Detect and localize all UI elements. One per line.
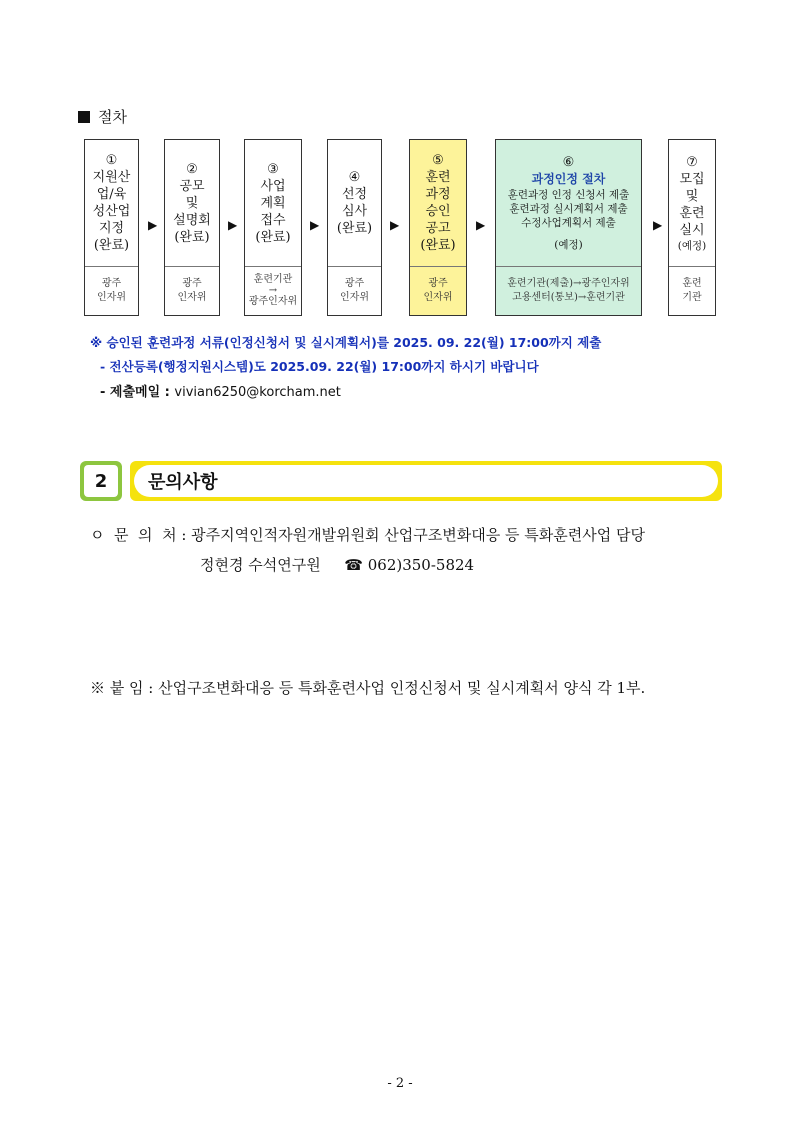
arrow-icon: ▶ (148, 218, 158, 232)
contact-org: 광주지역인적자원개발위원회 산업구조변화대응 등 특화훈련사업 담당 (191, 526, 645, 544)
step-6-agency (496, 267, 641, 315)
contact-person-line (200, 554, 474, 575)
step-5-agency (410, 267, 466, 315)
agency-line: 광주 (428, 278, 448, 289)
step-status: (예정) (554, 239, 583, 251)
step-line: 설명회 (173, 212, 211, 228)
step-1-agency (85, 267, 138, 315)
step-line: 수정사업계획서 제출 (521, 217, 616, 229)
step-line: 지정 (98, 221, 125, 236)
arrow-icon: ▶ (310, 218, 320, 232)
step-number: ① (105, 153, 118, 168)
square-bullet-icon (78, 111, 90, 123)
step-line: (완료) (93, 238, 130, 253)
contact-label: ㅇ 문 의 처 : (90, 526, 192, 544)
email-label: - 제출메일 : (100, 385, 175, 400)
step-line: 선정 (341, 187, 368, 202)
step-line: 업/육 (96, 187, 127, 202)
step-line: 사업 (260, 178, 286, 194)
step-line: 심사 (341, 204, 368, 219)
step-line: 성산업 (92, 204, 131, 219)
step-line: 계획 (260, 195, 286, 211)
step-4-description (328, 140, 381, 267)
step-6-title: 과정인정 절차 (531, 172, 606, 186)
agency-line: 광주 (101, 278, 122, 289)
contact-phone: 062)350-5824 (367, 556, 475, 574)
arrow-icon: ▶ (228, 218, 238, 232)
step-number: ④ (348, 170, 361, 185)
step-3-agency (245, 267, 301, 315)
step-1-box (84, 139, 139, 316)
agency-line: 광주인자위 (248, 296, 298, 307)
submission-email-note (100, 381, 341, 400)
submission-deadline-note: ※ 승인된 훈련과정 서류(인정신청서 및 실시계획서)를 2025. 09. 22(월) 17:00까지 제출 (90, 335, 602, 350)
agency-line: 훈련기관 (253, 274, 293, 285)
section-2-header (80, 461, 722, 501)
contact-person: 정현경 수석연구원 (200, 556, 321, 574)
agency-line: 인자위 (97, 292, 126, 303)
contact-line (90, 524, 645, 545)
agency-line: 훈련기관(제출)→광주인자위 (507, 278, 630, 289)
step-line: 공고 (425, 221, 451, 236)
step-4-box (327, 139, 382, 316)
step-line: (완료) (255, 229, 291, 245)
step-5-box (409, 139, 467, 316)
step-6-description (496, 140, 641, 267)
phone-icon: ☎ (344, 556, 363, 574)
procedure-title (78, 106, 127, 127)
step-line: 공모 (179, 178, 205, 194)
step-7-description (669, 140, 715, 267)
agency-line: 광주 (182, 278, 202, 289)
step-7-box (668, 139, 716, 316)
step-2-agency (165, 267, 219, 315)
agency-line: 인자위 (177, 292, 207, 303)
arrow-icon: ▶ (390, 218, 400, 232)
step-number: ② (186, 161, 198, 177)
step-line: 접수 (260, 212, 286, 228)
step-line: 과정 (425, 187, 451, 202)
step-2-description (165, 140, 219, 267)
step-7-agency (669, 267, 715, 315)
agency-line: 인자위 (423, 292, 453, 303)
agency-line: 고용센터(통보)→훈련기관 (512, 292, 625, 303)
step-line: 훈련 (679, 205, 705, 221)
arrow-icon: ▶ (476, 218, 486, 232)
step-line: 모집 (679, 171, 705, 187)
agency-line: 광주 (344, 278, 365, 289)
step-line: 훈련과정 인정 신청서 제출 (507, 189, 630, 201)
step-line: 및 (185, 195, 199, 211)
page-number: - 2 - (387, 1076, 413, 1091)
agency-line: 훈련 (682, 278, 702, 289)
step-number: ⑤ (432, 153, 444, 168)
arrow-icon: ▶ (653, 218, 663, 232)
attachment-note: ※ 붙 임 : 산업구조변화대응 등 특화훈련사업 인정신청서 및 실시계획서 양식 각 1부. (90, 679, 646, 697)
section-number-badge (80, 461, 122, 501)
section-title-bar (130, 461, 722, 501)
step-line: (완료) (420, 238, 456, 253)
agency-line: 인자위 (340, 292, 369, 303)
step-number: ⑦ (686, 154, 698, 170)
step-line: (예정) (677, 239, 707, 252)
step-3-box (244, 139, 302, 316)
step-line: 훈련 (425, 170, 451, 185)
section-title: 문의사항 (134, 465, 718, 497)
procedure-title-text: 절차 (98, 108, 127, 126)
step-4-agency (328, 267, 381, 315)
step-1-description (85, 140, 138, 267)
step-3-description (245, 140, 301, 267)
section-number: 2 (84, 465, 118, 497)
step-5-description (410, 140, 466, 267)
step-line: 지원산 (92, 170, 131, 185)
step-number: ⑥ (562, 155, 575, 170)
step-line: (완료) (336, 221, 373, 236)
agency-line: 기관 (682, 292, 702, 303)
step-line: 승인 (425, 204, 451, 219)
email-address[interactable]: vivian6250@korcham.net (174, 385, 341, 400)
registration-deadline-note: - 전산등록(행정지원시스템)도 2025.09. 22(월) 17:00까지 하시기 바랍니다 (100, 359, 539, 374)
step-line: 훈련과정 실시계획서 제출 (509, 203, 628, 215)
step-2-box (164, 139, 220, 316)
step-number: ③ (267, 161, 279, 177)
step-6-box (495, 139, 642, 316)
step-line: 및 (685, 188, 699, 204)
agency-line: → (268, 285, 278, 296)
step-line: 실시 (679, 222, 705, 238)
step-line: (완료) (174, 229, 210, 245)
